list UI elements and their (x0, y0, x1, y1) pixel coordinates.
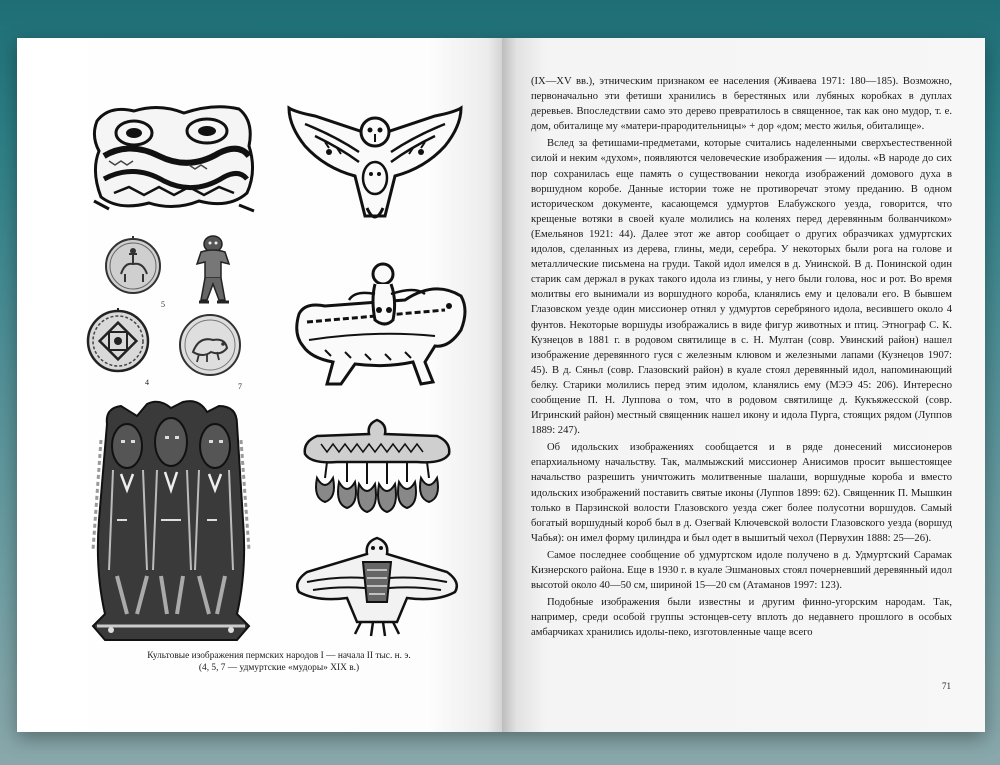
three-idols-drawing (87, 400, 255, 642)
caption-line-2: (4, 5, 7 — удмуртские «мудоры» XIX в.) (198, 663, 360, 673)
figure-cast-figurine (191, 234, 237, 308)
eagle-pendant-drawing (287, 532, 467, 638)
cast-figurine-drawing (191, 234, 237, 308)
medallion-ornament-drawing (85, 308, 151, 374)
figure-medallion-animal (177, 312, 243, 378)
paragraph: Вслед за фетишами-предметами, которые считались наделенными сверхъестественной силой и неким «духом», появляются человеческие изображения — идолы. «В народе до сих пор сохранилась еще память о существовании некогда изображений домового духа в воршудном коробе. Данные истории тоже не противоречат этому преданию. В одном историческом документе, касающемся удмуртов Елабужского уезда, говорится, что крещеные вотяки в своей куале молились на коленях перед деревянным болванчиком» (Емельянов 1921: 44). Далее этот же автор сообщает о других образчиках удмуртских идолов, сделанных из дерева, глины, меди, серебра. У некоторых были рога на голове и металлические письмена на груди. Такой идол имелся в д. Унинской. В д. Понинской один старик сам держал в руках такого идола из глины, у него были голова, нос и рот. Во время молитвы его вынимали из воршудного короба, кланялись ему и целовали его. В бывшем Глазовском уезде один миссионер отнял у удмуртов серебряного идола, весившего около 4 фунтов. Некоторые воршуды изображались в виде фигур животных и птиц. Этнограф С. К. Кузнецов в 1881 г. в родовом святилище в с. Н. Мултан (совр. Увинский район) нашел изображение деревянного гуся с железным клювом и железными лапами (Кузнецов 1907: 45). В д. Сяньл (совр. Глазовский район) в куале стоял деревянный идол, напоминающий белку. Старики молились перед этим идолом, кланялись ему (МЭЭ 45: 206). Интересно сообщение П. Н. Луппова о том, что в родовом святилище д. Кукъяжесской (совр. Игринский район) местный священник нашел икону и идола Пурга, стоящих рядом (Луппов 1889: 247). (531, 138, 952, 437)
paragraph: Самое последнее сообщение об удмуртском идоле получено в д. Удмуртский Сарамак Кизнерского района. Еще в 1930 г. в куале Эшмановых стоял почерневший деревянный идол высотой около 40—50 см, шириной 15—20 см (Атаманов 1997: 123). (531, 549, 952, 592)
figure-medallion-rider (103, 236, 163, 296)
serpent-plaque-drawing (89, 101, 259, 213)
medallion-animal-drawing (177, 312, 243, 378)
figure-rider-on-beast (285, 250, 471, 394)
right-page (502, 38, 985, 732)
winged-bird-drawing (285, 96, 465, 228)
left-page (17, 38, 502, 732)
figure-three-idols-plaque (87, 400, 255, 642)
rider-on-beast-drawing (285, 250, 471, 394)
figure-bird-pendant (297, 412, 457, 522)
open-book (17, 38, 985, 732)
figure-eagle-pendant (287, 532, 467, 638)
figure-number-7: 7 (238, 382, 242, 391)
bird-pendant-drawing (297, 412, 457, 522)
medallion-rider-drawing (103, 236, 163, 296)
figure-caption (129, 650, 429, 674)
paragraph: (IX—XV вв.), этническим признаком ее населения (Живаева 1971: 180—185). Возможно, первоначально эти фетиши хранились в берестяных или лубяных коробках в дуплах деревьев. Впоследствии само это дерево превратилось в священное, так как оно мудор, т. е. дом, обиталище му «матери-прародительницы» + дор «дом; место жилья, обиталище». (531, 76, 952, 133)
figure-number-5: 5 (161, 300, 165, 309)
caption-line-1: Культовые изображения пермских народов I — начала II тыс. н. э. (147, 651, 411, 661)
figure-serpent-plaque (89, 101, 259, 213)
figure-winged-bird (285, 96, 465, 228)
paragraph: Об идольских изображениях сообщается и в ряде донесений миссионеров епархиальному начальству. Так, малмыжский миссионер Анисимов просит вышестоящее начальство разрешить уничтожить молитвенные шалаши, воршудные короба и вместо идольских изображений поставить святые иконы (Луппов 1899: 62). Священник П. Мышкин только в Парзинской волости Глазовского уезда сжег более полусотни воршудов. Самый богатый воршудный короб был в д. Озегвай Ключевской волости Глазовского уезда (воршуд Чабья): он имел форму цилиндра и был одет в вышитый чехол (Первухин 1888: 25—26). (531, 442, 952, 544)
figure-medallion-ornament (85, 308, 151, 374)
paragraph: Подобные изображения были известны и другим финно-угорским народам. Так, например, среди особой группы эстонцев-сету вплоть до недавнего прошлого в особых амбарчиках хранились идолы-пеко, изготовленные чаще всего (531, 597, 952, 639)
figure-number-4: 4 (145, 378, 149, 387)
body-text (531, 74, 952, 642)
page-number: 71 (942, 681, 951, 691)
